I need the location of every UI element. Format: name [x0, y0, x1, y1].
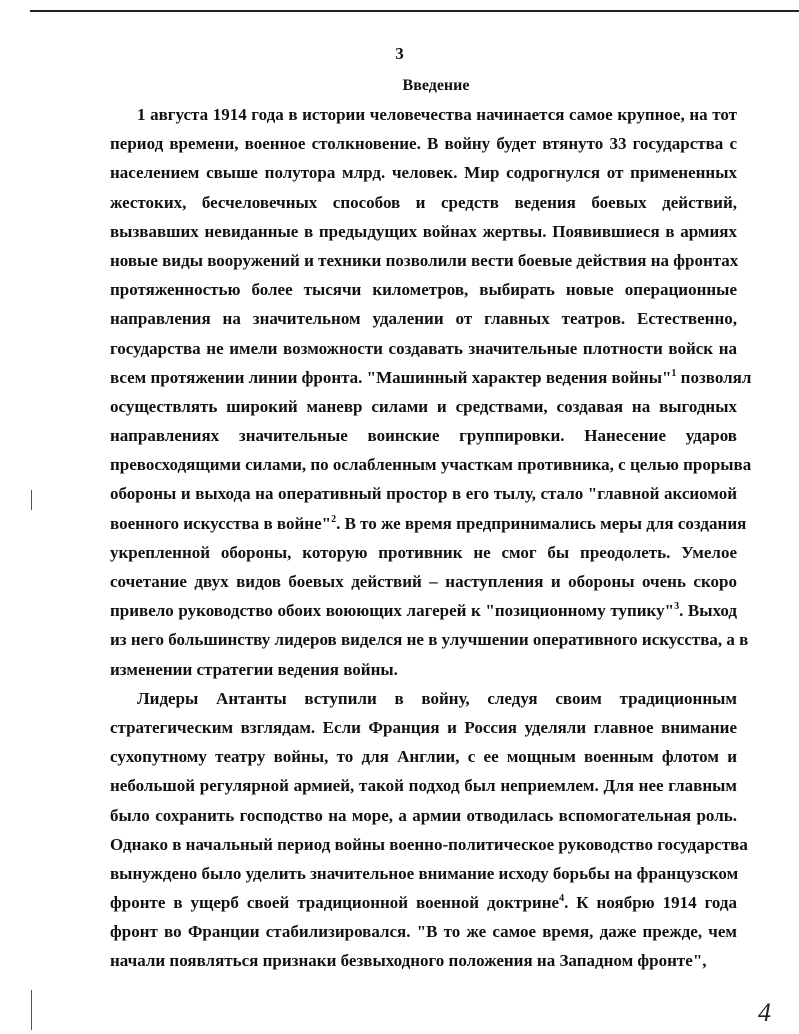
text-segment: обороны и выхода на оперативный простор в его тылу, стало "главной аксиомой	[110, 484, 737, 504]
text-segment: Однако в начальный период войны военно-политическое руководство государства	[110, 834, 748, 854]
text-line	[110, 363, 752, 392]
text-segment: жестоких, бесчеловечных способов и средств ведения боевых действий,	[110, 192, 737, 212]
text-segment: сочетание двух видов боевых действий – наступления и обороны очень скоро	[110, 572, 737, 591]
text-segment: вынуждено было уделить значительное внимание исходу борьбы на французском	[110, 863, 739, 883]
text-line	[110, 246, 737, 275]
text-line	[110, 129, 737, 158]
text-segment: направлениях значительные воинские группировки. Нанесение ударов	[110, 426, 737, 446]
text-line	[110, 830, 748, 859]
text-line	[110, 917, 737, 946]
text-segment: позволял	[676, 367, 752, 387]
text-segment: изменении стратегии ведения войны.	[110, 659, 398, 679]
text-segment: фронте в ущерб своей традиционной военной доктрине	[110, 893, 560, 913]
text-line	[110, 801, 737, 830]
text-line	[110, 538, 737, 567]
corner-handwritten-mark: 4	[758, 998, 771, 1027]
text-segment: начали появляться признаки безвыходного положения на Западном фронте",	[110, 951, 707, 971]
top-border-line	[30, 10, 799, 12]
text-segment: всем протяжении линии фронта. "Машинный характер ведения войны"	[110, 367, 672, 387]
text-line	[110, 392, 737, 421]
text-line	[110, 742, 737, 771]
text-line	[110, 625, 749, 654]
text-segment: привело руководство обоих воюющих лагерей к "позиционному тупику"	[110, 601, 675, 621]
text-segment: было сохранить господство на море, а армии отводилась вспомогательная роль.	[110, 805, 737, 825]
text-line	[110, 596, 737, 625]
footnote-ref: 3	[674, 601, 680, 613]
document-body	[110, 100, 752, 976]
text-segment: превосходящими силами, по ослабленным участкам противника, с целью прорыва	[110, 455, 752, 475]
left-margin-mark	[31, 990, 32, 1030]
text-line	[110, 158, 737, 187]
page-number: 3	[395, 44, 404, 63]
text-line	[110, 334, 737, 363]
text-line	[110, 450, 752, 479]
paragraph	[110, 100, 752, 684]
text-line	[110, 100, 737, 129]
text-segment: вызвавших невиданные в предыдущих войнах жертвы. Появившиеся в армиях	[110, 221, 737, 241]
left-margin-mark	[31, 490, 32, 510]
text-line	[110, 567, 737, 596]
text-segment: стратегическим взглядам. Если Франция и Россия уделяли главное внимание	[110, 717, 737, 737]
text-segment: . Выход	[679, 601, 737, 621]
text-segment: фронт во Франции стабилизировался. "В то же самое время, даже прежде, чем	[110, 922, 737, 942]
text-line	[110, 304, 737, 333]
text-line	[110, 655, 737, 684]
page-title: Введение	[402, 77, 470, 94]
text-segment: 1 августа 1914 года в истории человечества начинается самое крупное, на тот	[137, 105, 737, 124]
footnote-ref: 2	[331, 513, 337, 525]
text-segment: небольшой регулярной армией, такой подход был неприемлем. Для нее главным	[110, 776, 737, 796]
text-line	[110, 421, 737, 450]
text-line	[110, 509, 747, 538]
text-segment: период времени, военное столкновение. В войну будет втянуто 33 государства с	[110, 134, 737, 154]
text-segment: сухопутному театру войны, то для Англии, с ее мощным военным флотом и	[110, 747, 737, 767]
text-line	[110, 684, 737, 713]
paragraph	[110, 684, 748, 976]
text-segment: . К ноябрю 1914 года	[564, 893, 737, 913]
text-line	[110, 713, 737, 742]
text-segment: . В то же время предпринимались меры для создания	[336, 513, 747, 533]
text-segment: укрепленной обороны, которую противник не смог бы преодолеть. Умелое	[110, 542, 737, 562]
text-segment: новые виды вооружений и техники позволили вести боевые действия на фронтах	[110, 250, 739, 270]
text-line	[110, 275, 737, 304]
text-line	[110, 946, 737, 975]
text-segment: Лидеры Антанты вступили в войну, следуя своим традиционным	[137, 688, 737, 708]
text-segment: направления на значительном удалении от главных театров. Естественно,	[110, 309, 737, 329]
text-line	[110, 217, 737, 246]
text-segment: протяженностью более тысячи километров, выбирать новые операционные	[110, 280, 737, 300]
text-segment: государства не имели возможности создавать значительные плотности войск на	[110, 338, 737, 358]
text-line	[110, 771, 737, 800]
text-segment: из него большинству лидеров виделся не в улучшении оперативного искусства, а в	[110, 630, 749, 650]
text-line	[110, 888, 737, 917]
text-line	[110, 479, 737, 508]
text-segment: военного искусства в войне"	[110, 513, 332, 533]
text-line	[110, 188, 737, 217]
text-line	[110, 859, 737, 888]
footnote-ref: 4	[559, 893, 565, 905]
footnote-ref: 1	[671, 367, 677, 379]
text-segment: населением свыше полутора млрд. человек. Мир содрогнулся от примененных	[110, 163, 737, 183]
text-segment: осуществлять широкий маневр силами и средствами, создавая на выгодных	[110, 396, 737, 416]
